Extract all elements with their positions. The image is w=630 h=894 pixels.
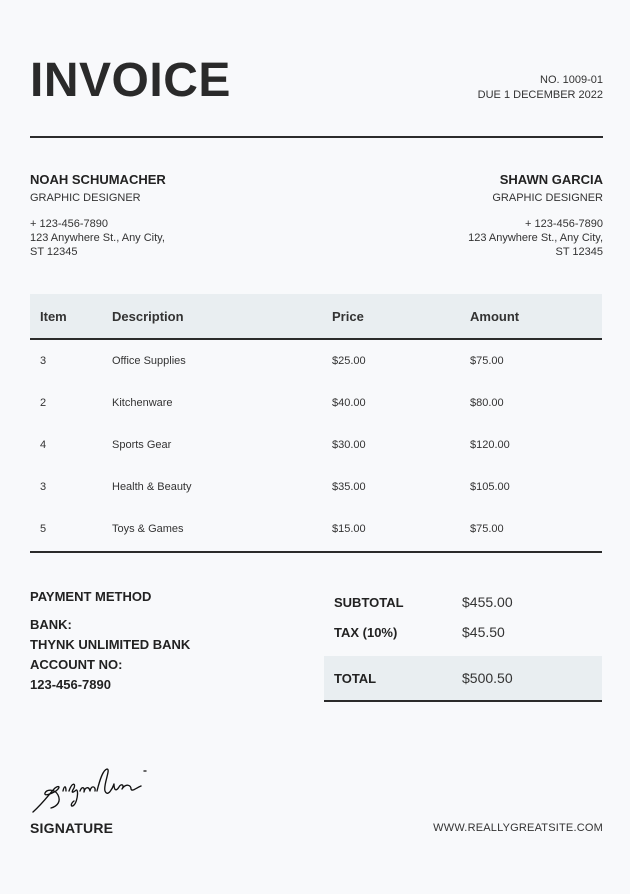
subtotal-label: SUBTOTAL [334,594,404,610]
item-quantity: 3 [40,355,47,367]
recipient-phone: + 123-456-7890 [525,218,603,230]
total-label: TOTAL [334,670,377,686]
item-price: $25.00 [332,355,366,367]
table-row [30,466,602,508]
account-label: ACCOUNT NO: [30,657,123,672]
sender-role: GRAPHIC DESIGNER [30,192,141,204]
table-header-amount: Amount [470,308,520,324]
item-quantity: 5 [40,523,47,535]
item-amount: $120.00 [470,439,510,451]
item-quantity: 2 [40,397,47,409]
item-description: Health & Beauty [112,481,192,493]
recipient-address-line-2: ST 12345 [555,246,603,258]
table-header-item: Item [40,308,67,324]
bank-name: THYNK UNLIMITED BANK [30,637,191,652]
invoice-header [30,0,603,135]
item-price: $15.00 [332,523,366,535]
invoice-items-table [30,294,602,553]
table-header-price: Price [332,308,364,324]
sender-details [30,172,280,294]
tax-value: $45.50 [462,624,505,640]
signature-label: SIGNATURE [30,820,114,836]
recipient-name: SHAWN GARCIA [499,172,603,187]
total-row [324,656,602,702]
bank-label: BANK: [30,617,72,632]
payment-method [30,587,290,737]
item-description: Sports Gear [112,439,172,451]
tax-label: TAX (10%) [334,624,398,640]
item-price: $30.00 [332,439,366,451]
sender-address-line-2: ST 12345 [30,246,78,258]
sender-address-line-1: 123 Anywhere St., Any City, [30,232,165,244]
item-description: Toys & Games [112,523,184,535]
item-description: Office Supplies [112,355,186,367]
invoice-meta [478,57,603,103]
recipient-role: GRAPHIC DESIGNER [492,192,603,204]
table-row [30,382,602,424]
sender-contact [30,217,280,259]
item-price: $40.00 [332,397,366,409]
signature-stroke [33,769,146,812]
table-row [30,424,602,466]
website-url: WWW.REALLYGREATSITE.COM [433,822,603,834]
item-price: $35.00 [332,481,366,493]
signature-mark [30,757,155,819]
table-row [30,508,602,550]
invoice-totals [324,587,602,737]
invoice-summary [30,553,603,737]
subtotal-row [324,587,602,617]
invoice-due-date: DUE 1 DECEMBER 2022 [477,89,603,101]
signature-area [30,757,603,847]
item-quantity: 4 [40,439,47,451]
table-header-row [30,294,602,340]
subtotal-value: $455.00 [462,594,513,610]
total-value: $500.50 [462,670,513,686]
invoice-parties [30,138,603,294]
sender-name: NOAH SCHUMACHER [30,172,166,187]
table-row [30,340,602,382]
recipient-contact [353,217,603,259]
item-amount: $75.00 [470,523,504,535]
tax-row [324,617,602,647]
account-number: 123-456-7890 [30,677,111,692]
payment-method-heading: PAYMENT METHOD [30,589,152,604]
invoice-title: INVOICE [30,54,231,107]
sender-phone: + 123-456-7890 [30,218,108,230]
invoice-number: NO. 1009-01 [540,74,603,86]
item-amount: $105.00 [470,481,510,493]
recipient-details [353,172,603,294]
item-amount: $80.00 [470,397,504,409]
table-header-description: Description [112,308,184,324]
recipient-address-line-1: 123 Anywhere St., Any City, [468,232,603,244]
item-description: Kitchenware [112,397,173,409]
item-quantity: 3 [40,481,47,493]
item-amount: $75.00 [470,355,504,367]
